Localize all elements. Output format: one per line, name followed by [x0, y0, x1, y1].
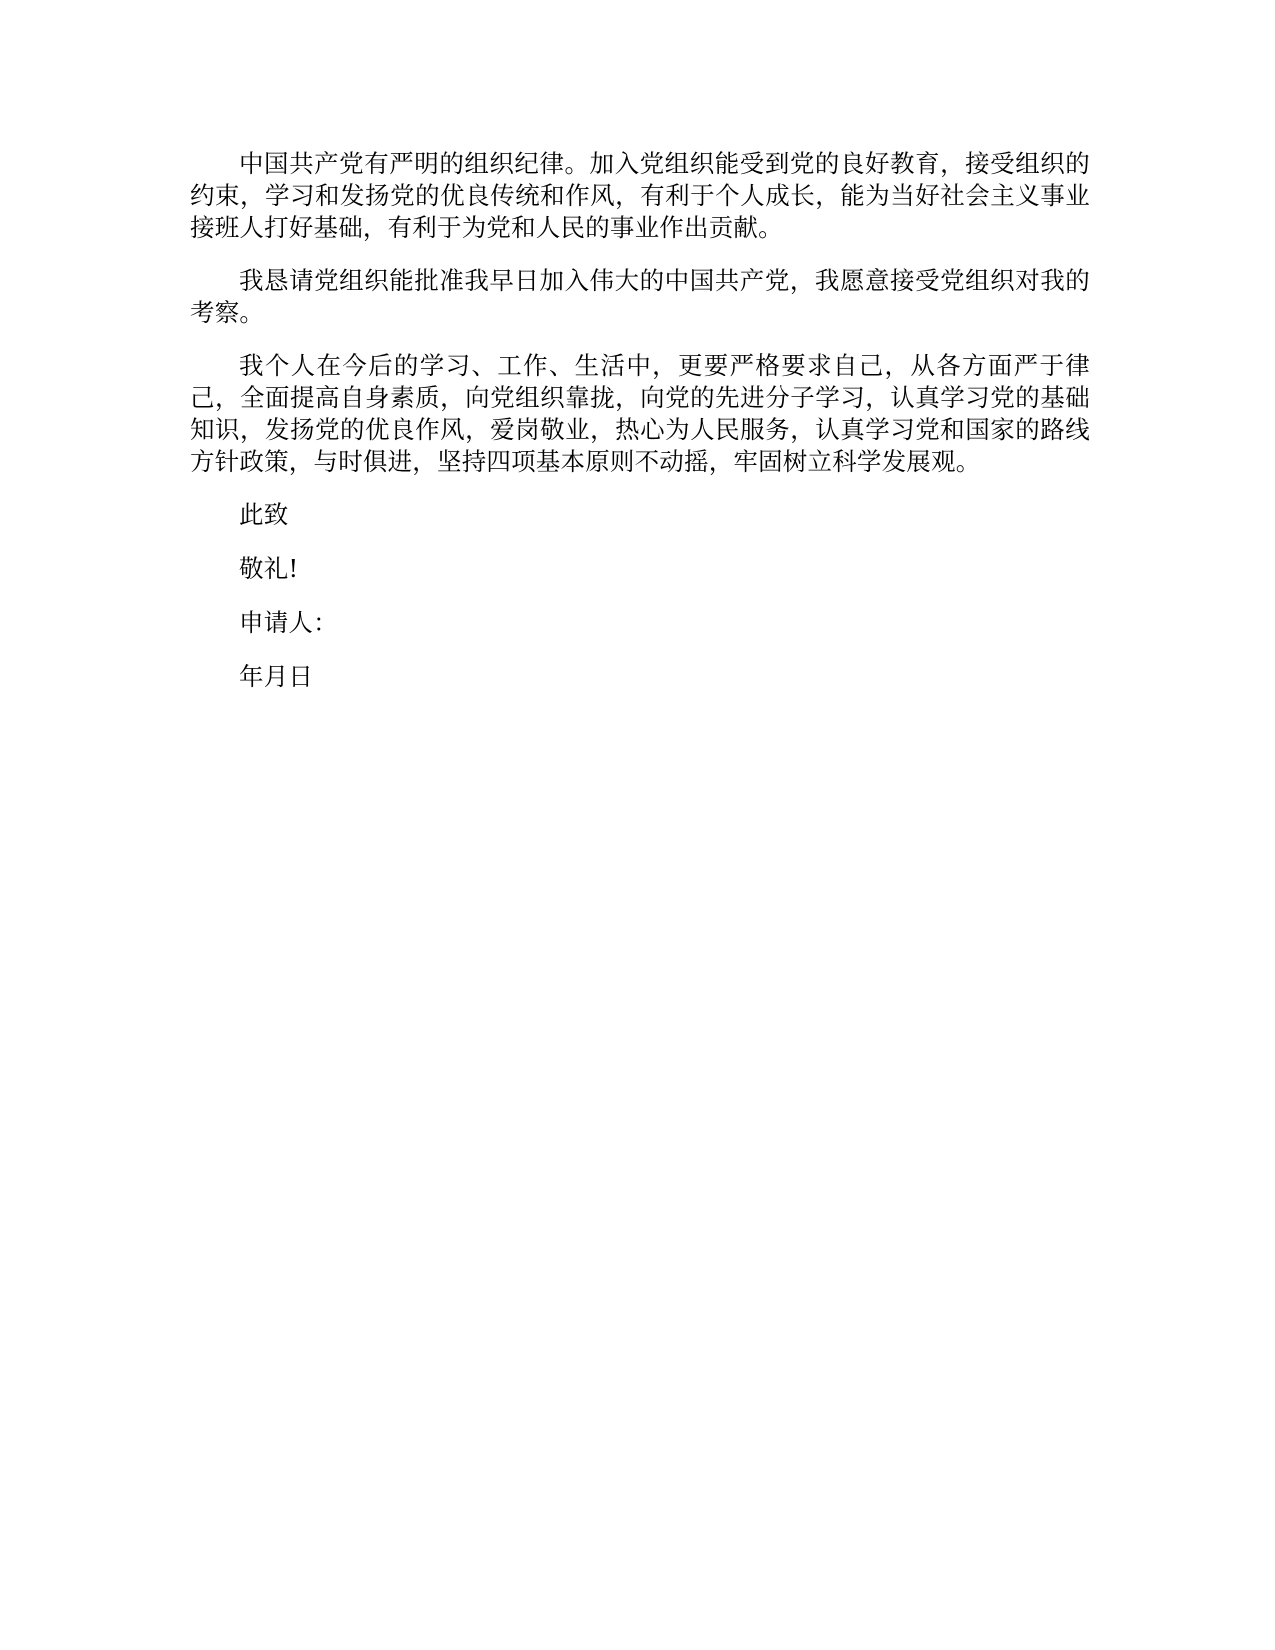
paragraph-request-approval: 我恳请党组织能批准我早日加入伟大的中国共产党，我愿意接受党组织对我的考察。: [190, 266, 1090, 327]
document-body: [190, 148, 1090, 715]
paragraph-organization-discipline: 中国共产党有严明的组织纪律。加入党组织能受到党的良好教育，接受组织的约束，学习和发扬党的优良传统和作风，有利于个人成长，能为当好社会主义事业接班人打好基础，有利于为党和人民的事业作出贡献。: [190, 149, 1090, 242]
closing-regards: 敬礼!: [239, 554, 299, 583]
closing-salutation: 此致: [239, 500, 289, 529]
paragraph-personal-commitment: 我个人在今后的学习、工作、生活中，更要严格要求自己，从各方面严于律己，全面提高自身素质，向党组织靠拢，向党的先进分子学习，认真学习党的基础知识，发扬党的优良作风，爱岗敬业，热心为人民服务，认真学习党和国家的路线方针政策，与时俱进，坚持四项基本原则不动摇，牢固树立科学发展观。: [190, 351, 1090, 476]
applicant-label: 申请人：: [239, 608, 338, 637]
date-label: 年月日: [239, 662, 314, 691]
